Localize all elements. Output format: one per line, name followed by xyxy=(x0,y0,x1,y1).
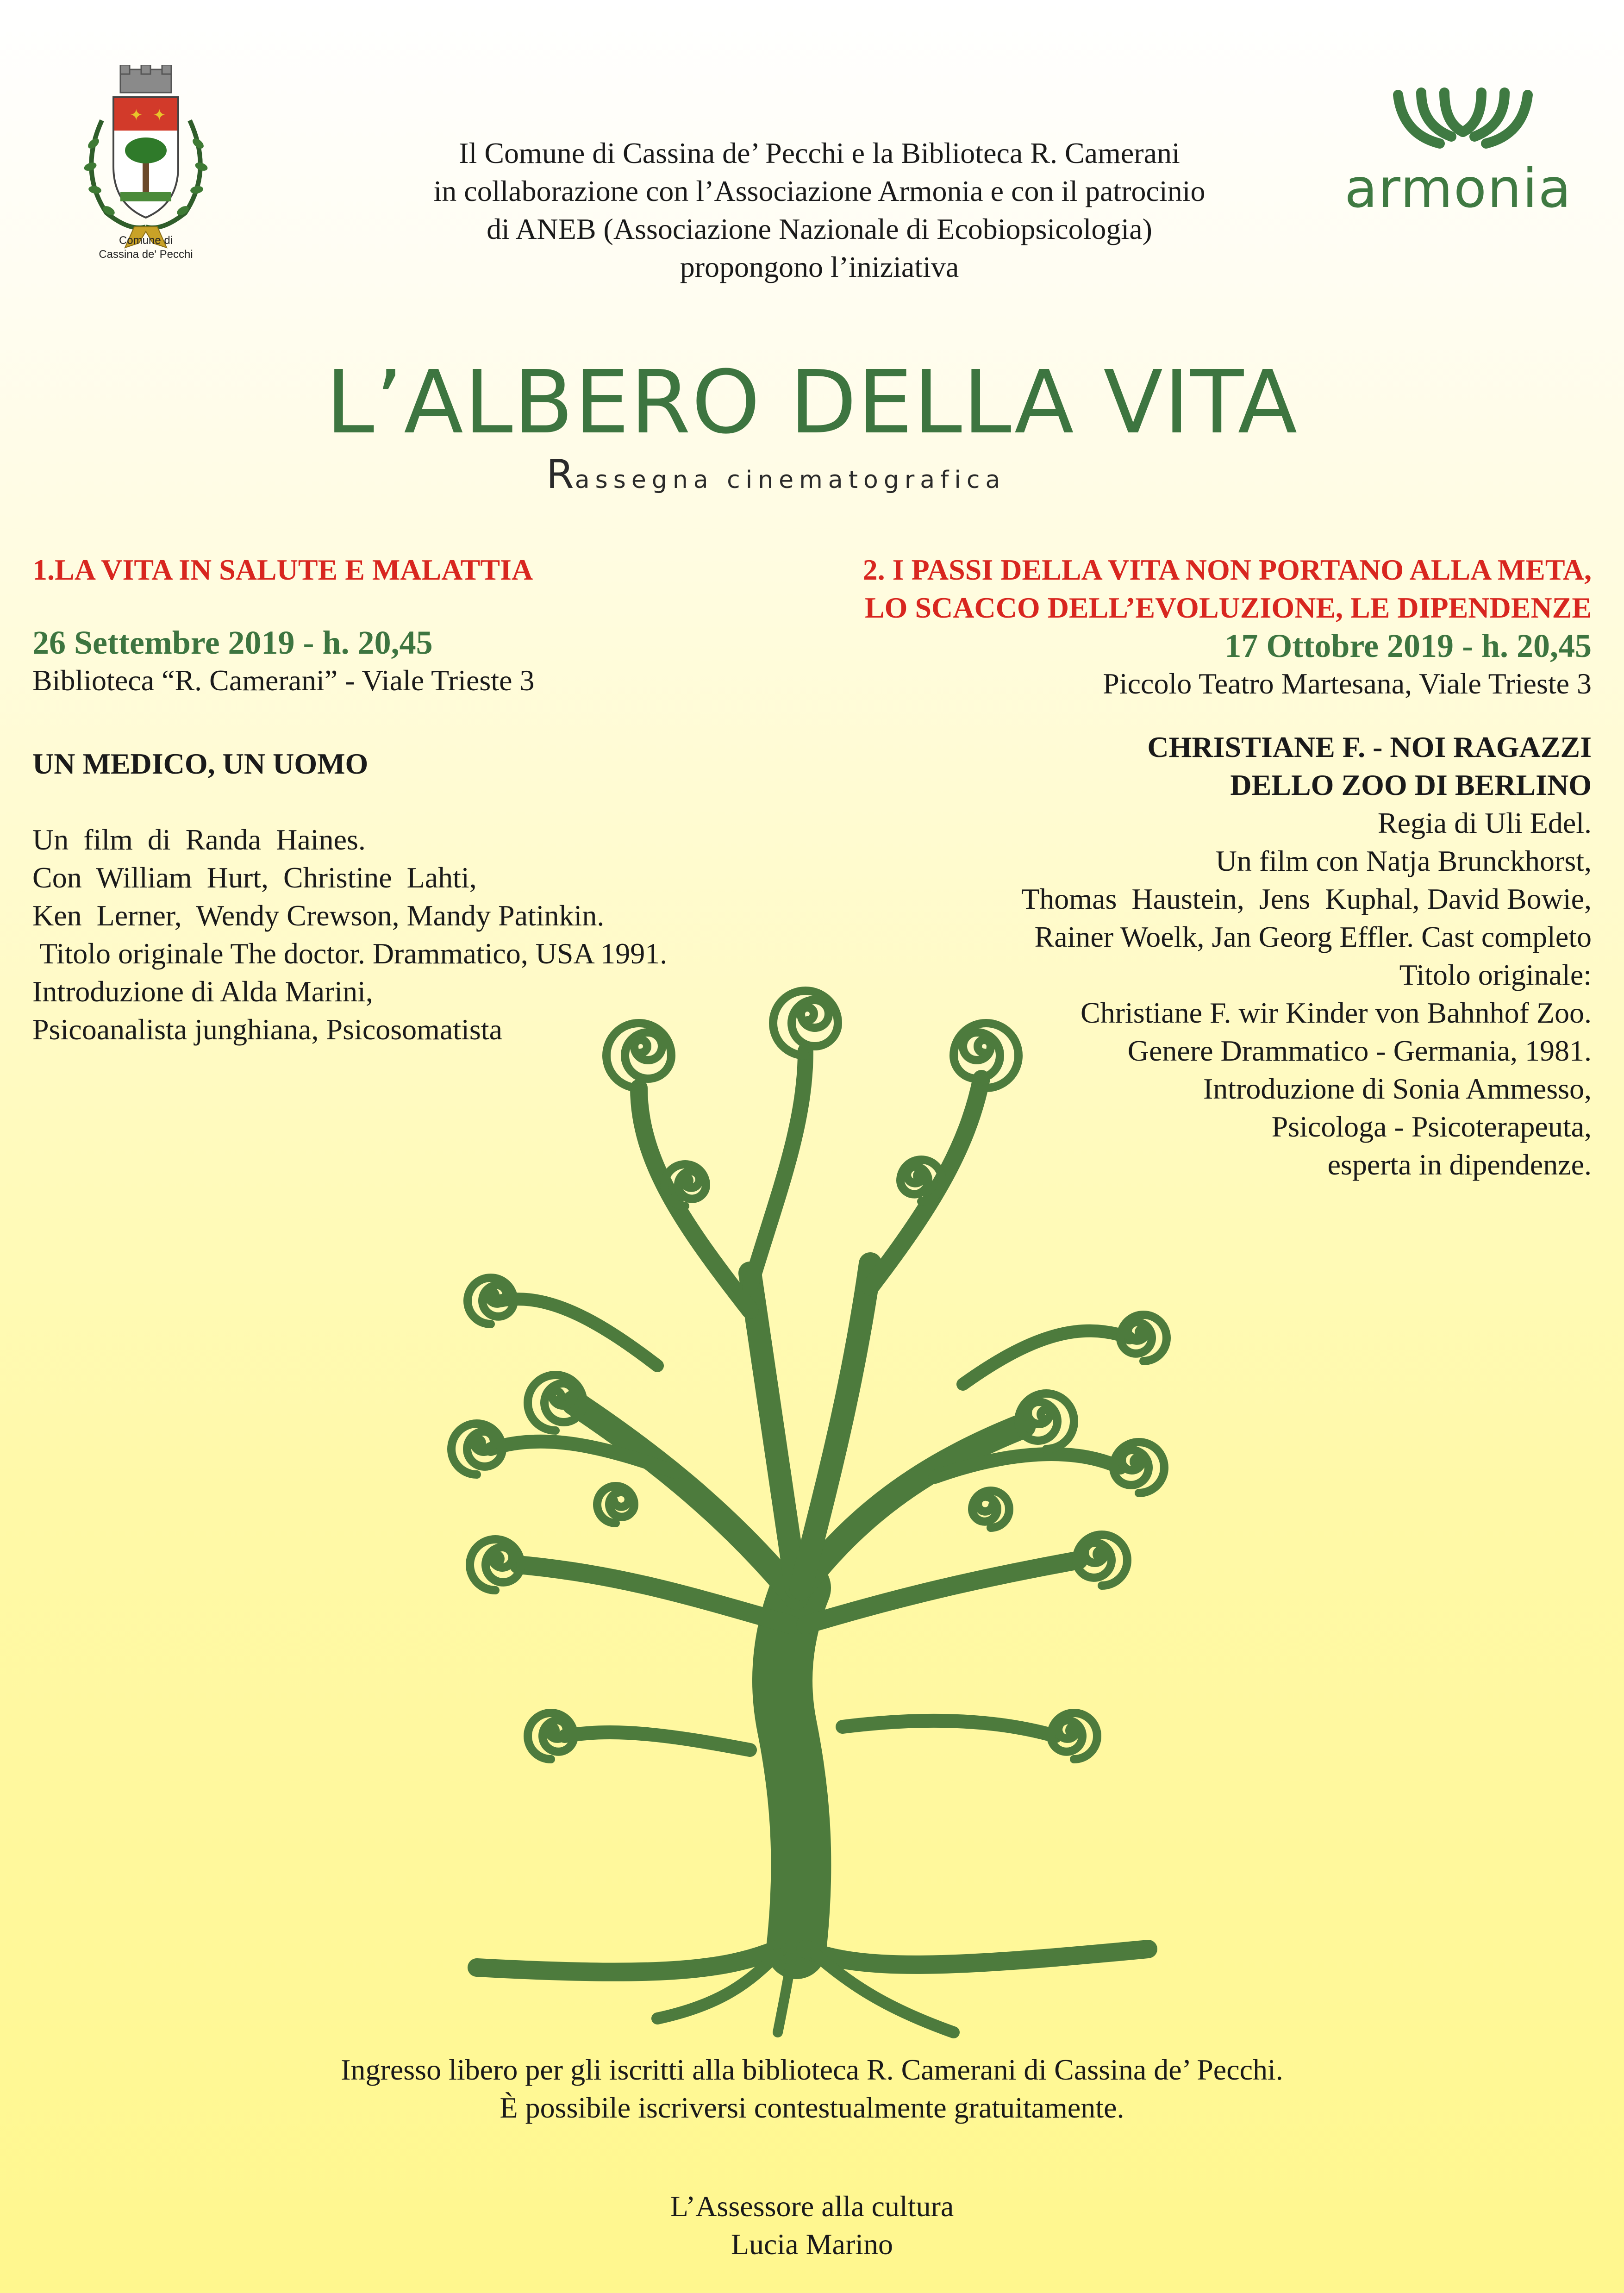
page-subtitle xyxy=(546,451,1148,498)
credit-line: Introduzione di Alda Marini, xyxy=(32,975,373,1008)
footer-line: Ingresso libero per gli iscritti alla biblioteca R. Camerani di Cassina de’ Pecchi. xyxy=(341,2053,1283,2086)
credit-line: Titolo originale: xyxy=(1399,958,1592,991)
event-2-heading-line: 2. I PASSI DELLA VITA NON PORTANO ALLA META, xyxy=(862,553,1592,586)
credit-line: Un film con Natja Brunckhorst, xyxy=(1215,844,1592,877)
credit-line: Rainer Woelk, Jan Georg Effler. Cast completo xyxy=(1034,920,1592,953)
event-1-date: 26 Settembre 2019 - h. 20,45 xyxy=(32,624,433,661)
event-1 xyxy=(32,551,819,1049)
event-1-film-title: UN MEDICO, UN UOMO xyxy=(32,747,369,780)
event-1-venue: Biblioteca “R. Camerani” - Viale Trieste 3 xyxy=(32,664,535,697)
credit-line: Thomas Haustein, Jens Kuphal, David Bowie, xyxy=(1021,882,1592,915)
credit-line: Con William Hurt, Christine Lahti, xyxy=(32,861,477,894)
event-2-film-title-line: CHRISTIANE F. - NOI RAGAZZI xyxy=(1147,731,1592,763)
event-2-date: 17 Ottobre 2019 - h. 20,45 xyxy=(1224,627,1592,664)
event-2-heading-line: LO SCACCO DELL’EVOLUZIONE, LE DIPENDENZE xyxy=(864,591,1592,624)
credit-line: Psicologa - Psicoterapeuta, xyxy=(1271,1110,1592,1143)
signature-name: Lucia Marino xyxy=(731,2228,893,2261)
signature xyxy=(0,2187,1624,2263)
credit-line: Titolo originale The doctor. Drammatico, USA 1991. xyxy=(32,937,668,970)
intro-line: di ANEB (Associazione Nazionale di Ecobiopsicologia) xyxy=(487,212,1152,245)
armonia-logo-text: armonia xyxy=(1344,157,1572,220)
credit-line: esperta in dipendenze. xyxy=(1327,1148,1592,1181)
subtitle-initial: R xyxy=(546,451,575,498)
credit-line: Ken Lerner, Wendy Crewson, Mandy Patinkin. xyxy=(32,899,605,932)
credit-line: Genere Drammatico - Germania, 1981. xyxy=(1127,1034,1592,1067)
svg-text:✦: ✦ xyxy=(130,106,143,125)
footer-info xyxy=(0,2051,1624,2127)
event-1-heading: 1.LA VITA IN SALUTE E MALATTIA xyxy=(32,553,533,586)
credit-line: Psicoanalista junghiana, Psicosomatista xyxy=(32,1013,502,1046)
signature-role: L’Assessore alla cultura xyxy=(670,2190,954,2223)
armonia-logo-icon xyxy=(1384,83,1542,162)
credit-line: Regia di Uli Edel. xyxy=(1377,806,1592,839)
intro-line: in collaborazione con l’Associazione Armonia e con il patrocinio xyxy=(433,175,1206,207)
tree-of-life-illustration xyxy=(398,986,1231,2042)
svg-text:✦: ✦ xyxy=(153,106,166,125)
intro-line: propongono l’iniziativa xyxy=(680,250,959,283)
credit-line: Un film di Randa Haines. xyxy=(32,823,366,856)
subtitle-rest: assegna cinematografica xyxy=(575,466,1006,494)
event-2-venue: Piccolo Teatro Martesana, Viale Trieste 3 xyxy=(1103,667,1592,700)
coat-caption: Comune di Cassina de' Pecchi xyxy=(99,234,193,261)
credit-line: Introduzione di Sonia Ammesso, xyxy=(1203,1072,1592,1105)
intro-line: Il Comune di Cassina de’ Pecchi e la Biblioteca R. Camerani xyxy=(459,137,1180,169)
page-title: L’ALBERO DELLA VITA xyxy=(325,352,1299,453)
event-2-film-title-line: DELLO ZOO DI BERLINO xyxy=(1230,768,1592,801)
footer-line: È possibile iscriversi contestualmente gratuitamente. xyxy=(500,2091,1124,2124)
intro-text xyxy=(287,134,1352,286)
credit-line: Christiane F. wir Kinder von Bahnhof Zoo. xyxy=(1080,996,1592,1029)
